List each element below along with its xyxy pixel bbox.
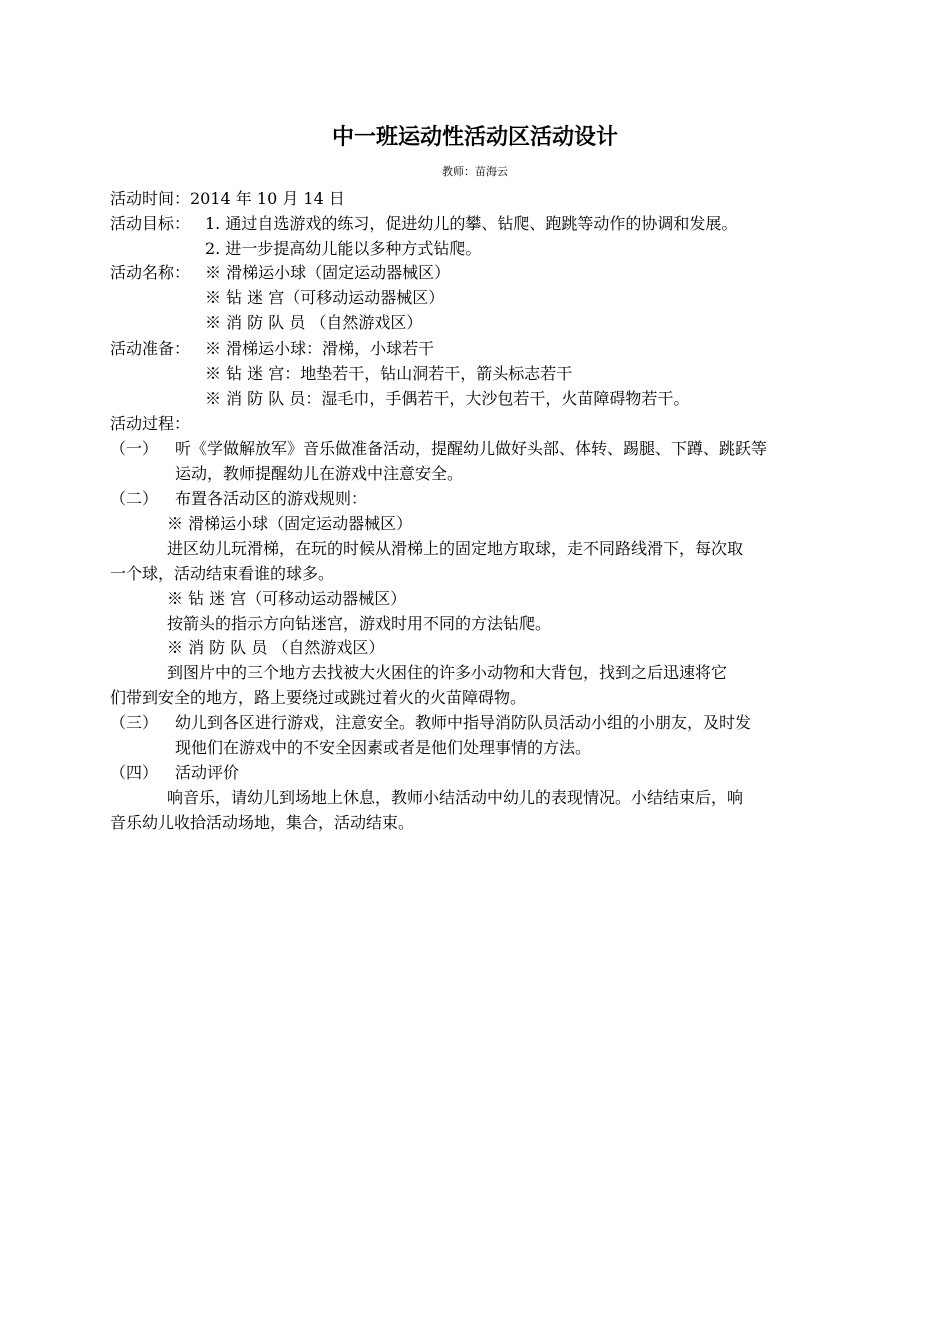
- step-4-line-1: 响音乐，请幼儿到场地上休息，教师小结活动中幼儿的表现情况。小结结束后，响: [167, 788, 744, 807]
- area-1-line-1: 进区幼儿玩滑梯，在玩的时候从滑梯上的固定地方取球，走不同路线滑下，每次取: [167, 539, 744, 558]
- name-item-2: ※ 钻 迷 宫（可移动运动器械区）: [205, 288, 445, 307]
- step-4-text: 活动评价: [175, 763, 240, 782]
- goals-label: 活动目标：: [110, 214, 191, 233]
- prep-item-2: ※ 钻 迷 宫：地垫若干，钻山洞若干，箭头标志若干: [205, 364, 573, 383]
- step-1-number: （一）: [110, 439, 159, 458]
- process-label: 活动过程：: [110, 414, 191, 433]
- area-2-title: ※ 钻 迷 宫（可移动运动器械区）: [167, 589, 407, 608]
- step-1-line-2: 运动，教师提醒幼儿在游戏中注意安全。: [175, 464, 464, 483]
- prep-item-1: ※ 滑梯运小球：滑梯，小球若干: [205, 339, 435, 358]
- area-3-title: ※ 消 防 队 员 （自然游戏区）: [167, 638, 385, 657]
- activity-time: 活动时间：2014 年 10 月 14 日: [110, 189, 345, 208]
- step-4-line-2: 音乐幼儿收拾活动场地，集合，活动结束。: [110, 813, 415, 832]
- teacher-name: 教师：苗海云: [442, 165, 508, 178]
- prep-label: 活动准备：: [110, 339, 191, 358]
- step-2-text: 布置各活动区的游戏规则：: [175, 489, 368, 508]
- area-3-line-1: 到图片中的三个地方去找被大火困住的许多小动物和大背包，找到之后迅速将它: [167, 663, 728, 682]
- step-2-number: （二）: [110, 489, 159, 508]
- area-3-line-2: 们带到安全的地方，路上要绕过或跳过着火的火苗障碍物。: [110, 688, 527, 707]
- area-2-line-1: 按箭头的指示方向钻迷宫，游戏时用不同的方法钻爬。: [167, 614, 552, 633]
- name-item-3: ※ 消 防 队 员 （自然游戏区）: [205, 313, 423, 332]
- step-3-line-2: 现他们在游戏中的不安全因素或者是他们处理事情的方法。: [175, 738, 592, 757]
- step-3-number: （三）: [110, 713, 159, 732]
- area-1-line-2: 一个球，活动结束看谁的球多。: [110, 564, 335, 583]
- name-item-1: ※ 滑梯运小球（固定运动器械区）: [205, 263, 451, 282]
- step-1-line-1: 听《学做解放军》音乐做准备活动，提醒幼儿做好头部、体转、踢腿、下蹲、跳跃等: [175, 439, 768, 458]
- document-title: 中一班运动性活动区活动设计: [331, 125, 618, 150]
- prep-item-3: ※ 消 防 队 员：湿毛巾，手偶若干，大沙包若干，火苗障碍物若干。: [205, 389, 690, 408]
- step-4-number: （四）: [110, 763, 159, 782]
- area-1-title: ※ 滑梯运小球（固定运动器械区）: [167, 514, 413, 533]
- names-label: 活动名称：: [110, 263, 191, 282]
- step-3-line-1: 幼儿到各区进行游戏，注意安全。教师中指导消防队员活动小组的小朋友，及时发: [175, 713, 752, 732]
- goal-item-1: 1. 通过自选游戏的练习，促进幼儿的攀、钻爬、跑跳等动作的协调和发展。: [205, 214, 738, 233]
- goal-item-2: 2. 进一步提高幼儿能以多种方式钻爬。: [205, 239, 482, 258]
